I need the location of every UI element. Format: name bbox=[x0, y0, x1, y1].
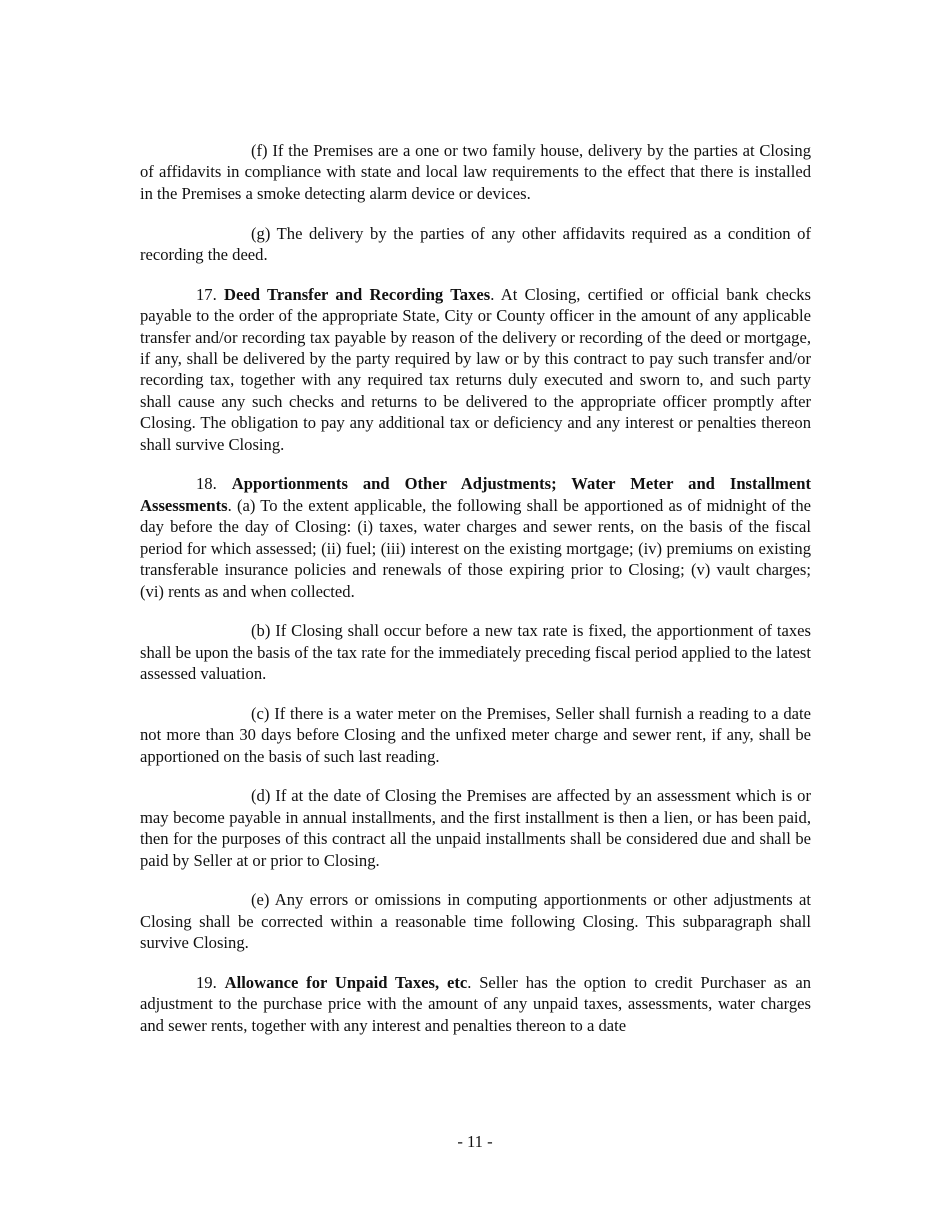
section-heading: Apportionments and Other Adjustments; Water Meter and Installment Assessments bbox=[140, 474, 811, 515]
section-19-unpaid-taxes bbox=[140, 972, 811, 1036]
section-number: 17. bbox=[196, 284, 217, 304]
paragraph-text: (d) If at the date of Closing the Premises are affected by an assessment which is or may become payable in annual installments, and the first installment is then a lien, or has been paid, then for the purposes of this contract all the unpaid installments shall be considered due and shall be paid by Seller at or prior to Closing. bbox=[140, 786, 811, 870]
section-heading: Allowance for Unpaid Taxes, etc bbox=[224, 973, 468, 992]
paragraph-text: . Seller has the option to credit Purchaser as an adjustment to the purchase price with the amount of any unpaid taxes, assessments, water charges and sewer rents, together with any interest and penalties thereon to a date bbox=[140, 973, 811, 1035]
section-number: 19. bbox=[196, 973, 217, 992]
paragraph-18b bbox=[140, 620, 811, 684]
paragraph-18e bbox=[140, 889, 811, 953]
section-17-deed-transfer bbox=[140, 284, 811, 456]
paragraph-text: . (a) To the extent applicable, the following shall be apportioned as of midnight of the day before the day of Closing: (i) taxes, water charges and sewer rents, on the basis of the fiscal period for which assessed; (ii) fuel; (iii) interest on the existing mortgage; (iv) premiums on existing transferable insurance policies and renewals of those expiring prior to Closing; (v) vault charges; (vi) rents as and when collected. bbox=[140, 495, 811, 601]
paragraph-18c bbox=[140, 703, 811, 767]
section-18-apportionments bbox=[140, 473, 811, 602]
paragraph-text: . At Closing, certified or official bank checks payable to the order of the appropriate State, City or County officer in the amount of any applicable transfer and/or recording tax payable by reason of the delivery or recording of the deed or mortgage, if any, shall be delivered by the party required by law or by this contract to pay such transfer and/or recording tax, together with any required tax returns duly executed and sworn to, and such party shall cause any such checks and returns to be delivered to the appropriate officer promptly after Closing. The obligation to pay any additional tax or deficiency and any interest or penalties thereon shall survive Closing. bbox=[140, 284, 811, 454]
paragraph-text: (e) Any errors or omissions in computing apportionments or other adjustments at Closing shall be corrected within a reasonable time following Closing. This subparagraph shall survive Closing. bbox=[140, 890, 811, 953]
paragraph-text: (f) If the Premises are a one or two family house, delivery by the parties at Closing of affidavits in compliance with state and local law requirements to the effect that there is installed in the Premises a smoke detecting alarm device or devices. bbox=[140, 141, 811, 203]
paragraph-16f bbox=[140, 140, 811, 204]
section-heading: Deed Transfer and Recording Taxes bbox=[224, 284, 491, 304]
paragraph-text: (g) The delivery by the parties of any other affidavits required as a condition of recording the deed. bbox=[140, 223, 811, 264]
paragraph-text: (b) If Closing shall occur before a new tax rate is fixed, the apportionment of taxes shall be upon the basis of the tax rate for the immediately preceding fiscal period applied to the latest assessed valuation. bbox=[140, 621, 811, 684]
paragraph-text: (c) If there is a water meter on the Premises, Seller shall furnish a reading to a date not more than 30 days before Closing and the unfixed meter charge and sewer rent, if any, shall be apportioned on the basis of such last reading. bbox=[140, 703, 811, 766]
contract-page-body bbox=[140, 140, 811, 1055]
paragraph-16g bbox=[140, 223, 811, 266]
section-number: 18. bbox=[196, 474, 217, 494]
paragraph-18d bbox=[140, 785, 811, 871]
page-number: - 11 - bbox=[457, 1132, 493, 1151]
